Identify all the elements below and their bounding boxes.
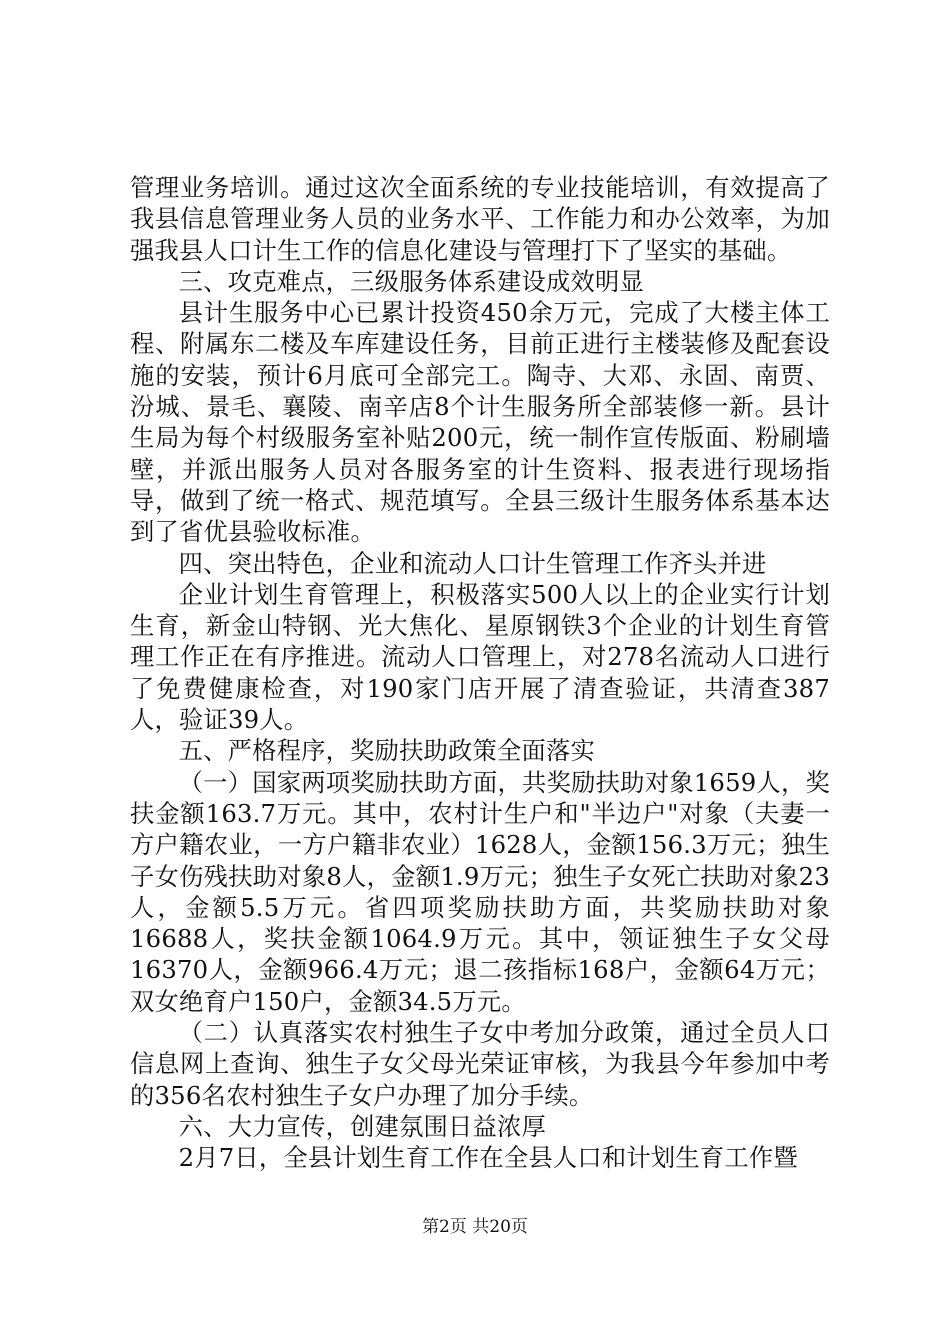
paragraph-2: 县计生服务中心已累计投资450余万元，完成了大楼主体工程、附属东二楼及车库建设任务，目前正进行主楼装修及配套设施的安装，预计6月底可全部完工。陶寺、大邓、永固、南贾、汾城、景毛、襄陵、南辛店8个计生服务所全部装修一新。县计生局为每个村级服务室补贴200元，统一制作宣传版面、粉刷墙壁，并派出服务人员对各服务室的计生资料、报表进行现场指导，做到了统一格式、规范填写。全县三级计生服务体系基本达到了省优县验收标准。 <box>130 298 830 547</box>
paragraph-5: （二）认真落实农村独生子女中考加分政策，通过全员人口信息网上查询、独生子女父母光荣证审核，为我县今年参加中考的356名农村独生子女户办理了加分手续。 <box>130 1018 830 1110</box>
paragraph-6: 2月7日，全县计划生育工作在全县人口和计划生育工作暨 <box>178 1143 798 1173</box>
paragraph-3: 企业计划生育管理上，积极落实500人以上的企业实行计划生育，新金山特钢、光大焦化、星原钢铁3个企业的计划生育管理工作正在有序推进。流动人口管理上，对278名流动人口进行了免费健康检查，对190家门店开展了清查验证，共清查387人，验证39人。 <box>130 579 830 735</box>
section-heading-4: 四、突出特色，企业和流动人口计生管理工作齐头并进 <box>178 548 767 578</box>
section-heading-6: 六、大力宣传，创建氛围日益浓厚 <box>178 1111 547 1141</box>
paragraph-1: 管理业务培训。通过这次全面系统的专业技能培训，有效提高了我县信息管理业务人员的业务水平、工作能力和办公效率，为加强我县人口计生工作的信息化建设与管理打下了坚实的基础。 <box>130 173 830 265</box>
document-body <box>130 172 830 1174</box>
paragraph-4: （一）国家两项奖励扶助方面，共奖励扶助对象1659人，奖扶金额163.7万元。其中，农村计生户和"半边户"对象（夫妻一方户籍农业，一方户籍非农业）1628人，金额156.3万元；独生子女伤残扶助对象8人，金额1.9万元；独生子女死亡扶助对象23人，金额5.5万元。省四项奖励扶助方面，共奖励扶助对象16688人，奖扶金额1064.9万元。其中，领证独生子女父母16370人，金额966.4万元；退二孩指标168户，金额64万元；双女绝育户150户，金额34.5万元。 <box>130 767 830 1016</box>
section-heading-3: 三、攻克难点，三级服务体系建设成效明显 <box>178 266 645 296</box>
page-number-footer: 第2页 共20页 <box>422 1217 528 1237</box>
section-heading-5: 五、严格程序，奖励扶助政策全面落实 <box>178 736 596 766</box>
